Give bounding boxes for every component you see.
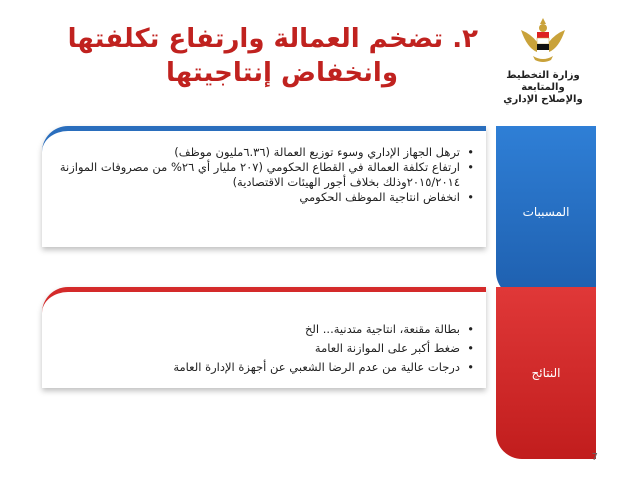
causes-item: • ارتفاع تكلفة العمالة في القطاع الحكومي (٢٠٧ مليار أي ٢٦% من مصروفات الموازنة ٢٠١٥/٢٠١٤وذلك بخلاف أجور الهيئات الاقتصادية) [48, 160, 474, 190]
causes-label: المسببات [522, 205, 570, 219]
results-item: • درجات عالية من عدم الرضا الشعبي عن أجهزة الإدارة العامة [48, 360, 474, 375]
causes-item: • ترهل الجهاز الإداري وسوء توزيع العمالة (٦.٣٦مليون موظف) [48, 145, 474, 160]
results-panel [42, 287, 486, 388]
title-line-2: وانخفاض إنتاجيتها [165, 58, 398, 88]
eagle-emblem-icon [515, 12, 571, 68]
causes-list [42, 131, 486, 205]
page-number: 7 [591, 452, 598, 463]
causes-item: • انخفاض انتاجية الموظف الحكومي [48, 190, 474, 205]
title-line-1: ٢. تضخم العمالة وارتفاع تكلفتها [67, 24, 478, 54]
causes-panel [42, 126, 486, 247]
results-label-box [496, 287, 596, 459]
causes-label-box [496, 126, 596, 298]
ministry-name-line-1: وزارة التخطيط والمتابعة [506, 70, 580, 93]
slide-title [58, 22, 478, 90]
results-item: • بطالة مقنعة، انتاجية متدنية... الخ [48, 322, 474, 337]
ministry-logo [488, 12, 598, 106]
results-list [42, 292, 486, 375]
results-item: • ضغط أكبر على الموازنة العامة [48, 341, 474, 356]
ministry-name [488, 70, 598, 106]
ministry-name-line-2: والإصلاح الإداري [503, 94, 583, 105]
results-label: النتائج [531, 366, 561, 380]
